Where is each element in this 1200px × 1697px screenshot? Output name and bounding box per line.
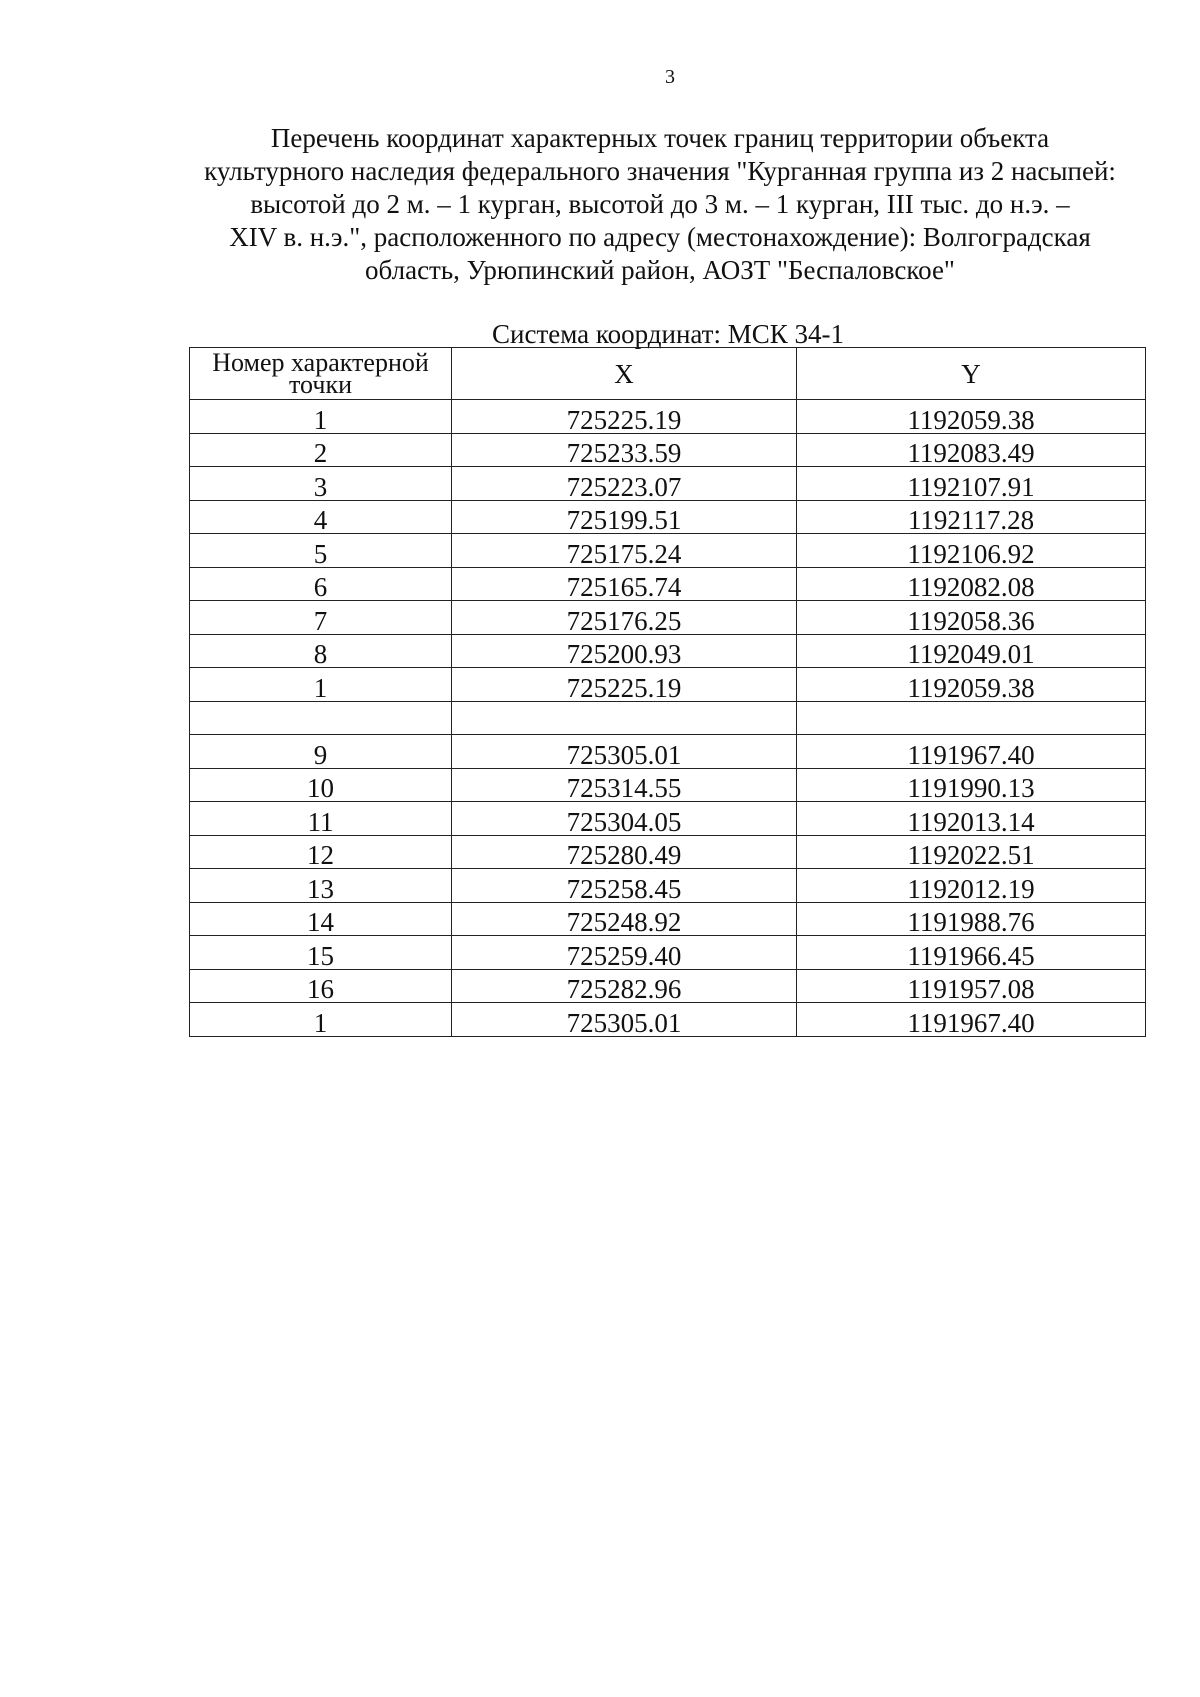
- cell-x: 725176.25: [452, 601, 797, 635]
- header-x: X: [452, 348, 797, 400]
- title-line: область, Урюпинский район, АОЗТ "Беспаловское": [365, 255, 955, 285]
- cell-point-number: 6: [190, 567, 452, 601]
- cell-x: 725175.24: [452, 534, 797, 568]
- cell-point-number: 1: [190, 1003, 452, 1037]
- table-row: [190, 835, 1146, 869]
- cell-y: 1192106.92: [797, 534, 1146, 568]
- table-row: [190, 869, 1146, 903]
- cell-point-number: 8: [190, 634, 452, 668]
- cell-y: [797, 701, 1146, 735]
- header-point-number-line1: Номер характерной: [212, 347, 429, 377]
- cell-x: 725280.49: [452, 835, 797, 869]
- title-line: Перечень координат характерных точек границ территории объекта: [270, 123, 1050, 153]
- cell-y: 1192022.51: [797, 835, 1146, 869]
- table-row: [190, 735, 1146, 769]
- cell-y: 1192049.01: [797, 634, 1146, 668]
- table-row: [190, 768, 1146, 802]
- title-line: XIV в. н.э.", расположенного по адресу (местонахождение): Волгоградская: [229, 222, 1091, 252]
- header-point-number-line2: точки: [289, 369, 352, 399]
- cell-y: 1192059.38: [797, 668, 1146, 702]
- cell-y: 1192012.19: [797, 869, 1146, 903]
- cell-y: 1191967.40: [797, 735, 1146, 769]
- cell-y: 1192107.91: [797, 467, 1146, 501]
- cell-point-number: 15: [190, 936, 452, 970]
- cell-point-number: 1: [190, 668, 452, 702]
- cell-x: 725165.74: [452, 567, 797, 601]
- cell-x: 725259.40: [452, 936, 797, 970]
- cell-y: 1192082.08: [797, 567, 1146, 601]
- cell-x: 725305.01: [452, 1003, 797, 1037]
- table-body: [190, 400, 1146, 1037]
- table-row: [190, 634, 1146, 668]
- cell-x: 725314.55: [452, 768, 797, 802]
- cell-point-number: 3: [190, 467, 452, 501]
- cell-x: [452, 701, 797, 735]
- cell-point-number: 1: [190, 400, 452, 434]
- page-number: 3: [665, 66, 675, 88]
- table-row: [190, 534, 1146, 568]
- document-title: [160, 122, 1160, 287]
- table-row: [190, 969, 1146, 1003]
- cell-y: 1192117.28: [797, 500, 1146, 534]
- cell-x: 725223.07: [452, 467, 797, 501]
- table-row: [190, 902, 1146, 936]
- table-row: [190, 802, 1146, 836]
- table-row: [190, 433, 1146, 467]
- table-row: [190, 701, 1146, 735]
- cell-y: 1191967.40: [797, 1003, 1146, 1037]
- cell-point-number: 4: [190, 500, 452, 534]
- header-y: Y: [797, 348, 1146, 400]
- cell-y: 1191957.08: [797, 969, 1146, 1003]
- table-row: [190, 467, 1146, 501]
- cell-x: 725305.01: [452, 735, 797, 769]
- cell-x: 725248.92: [452, 902, 797, 936]
- cell-point-number: 13: [190, 869, 452, 903]
- table-row: [190, 936, 1146, 970]
- cell-y: 1191966.45: [797, 936, 1146, 970]
- cell-x: 725225.19: [452, 400, 797, 434]
- title-line: культурного наследия федерального значения "Курганная группа из 2 насыпей:: [204, 156, 1116, 186]
- cell-x: 725200.93: [452, 634, 797, 668]
- cell-point-number: 11: [190, 802, 452, 836]
- cell-y: 1191990.13: [797, 768, 1146, 802]
- coordinate-system-label: Система координат: МСК 34-1: [492, 319, 844, 349]
- cell-point-number: 9: [190, 735, 452, 769]
- cell-x: 725282.96: [452, 969, 797, 1003]
- cell-x: 725304.05: [452, 802, 797, 836]
- cell-point-number: [190, 701, 452, 735]
- cell-point-number: 10: [190, 768, 452, 802]
- cell-y: 1192083.49: [797, 433, 1146, 467]
- table-row: [190, 567, 1146, 601]
- table-row: [190, 668, 1146, 702]
- table-row: [190, 400, 1146, 434]
- header-point-number: [190, 348, 452, 400]
- table-header-row: [190, 348, 1146, 400]
- cell-y: 1192013.14: [797, 802, 1146, 836]
- table-row: [190, 500, 1146, 534]
- cell-point-number: 16: [190, 969, 452, 1003]
- title-line: высотой до 2 м. – 1 курган, высотой до 3 м. – 1 курган, III тыс. до н.э. –: [250, 189, 1070, 219]
- cell-x: 725199.51: [452, 500, 797, 534]
- coordinates-table: [189, 347, 1146, 1037]
- cell-point-number: 12: [190, 835, 452, 869]
- cell-point-number: 5: [190, 534, 452, 568]
- cell-y: 1191988.76: [797, 902, 1146, 936]
- table-row: [190, 1003, 1146, 1037]
- cell-point-number: 2: [190, 433, 452, 467]
- cell-point-number: 7: [190, 601, 452, 635]
- cell-x: 725258.45: [452, 869, 797, 903]
- cell-x: 725225.19: [452, 668, 797, 702]
- cell-y: 1192058.36: [797, 601, 1146, 635]
- cell-point-number: 14: [190, 902, 452, 936]
- cell-x: 725233.59: [452, 433, 797, 467]
- table-row: [190, 601, 1146, 635]
- cell-y: 1192059.38: [797, 400, 1146, 434]
